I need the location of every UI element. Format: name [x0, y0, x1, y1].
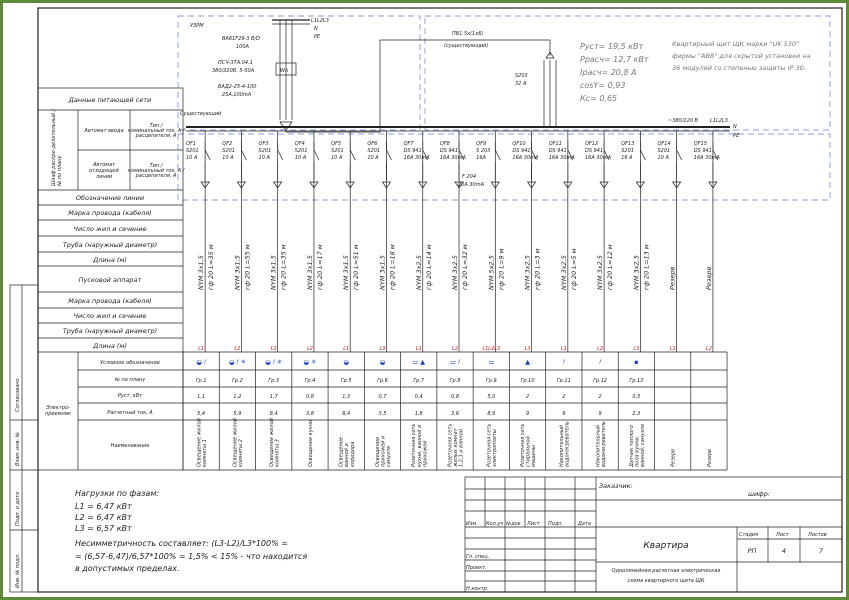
installed-power: 2	[562, 394, 566, 400]
cable-pipe-length: гф 20 L=14 м	[424, 244, 433, 290]
load-symbol-icon: ▲	[525, 358, 531, 366]
breaker-rating: 10 А	[657, 155, 669, 161]
breaker-rating: 16А 30mА	[584, 155, 612, 161]
installed-power: 1,7	[269, 394, 278, 400]
phase-label: L1	[198, 346, 205, 352]
circuit-column	[259, 131, 292, 470]
phase-label: L1	[560, 346, 567, 352]
breaker-rating: 10 А	[367, 155, 379, 161]
phase-label: L2	[452, 346, 459, 352]
cable-pipe-length: гф 20 L=5 м	[569, 248, 578, 290]
load-l1: L1 = 6,47 кВт	[75, 502, 132, 511]
breaker-type: S 203	[476, 148, 491, 154]
cable-pipe-length: гф 20 L=35 м	[207, 244, 216, 290]
load-name: Освещение кухни	[307, 419, 314, 467]
cable-pipe-length: гф 20 L=55 м	[243, 244, 252, 290]
summary-p-inst: Руст= 19,5 кВт	[580, 42, 644, 51]
installed-power: 0,5	[632, 394, 641, 400]
group-number: Гр.6	[377, 378, 388, 384]
load-name: Освещениеванной икоридора	[338, 436, 356, 467]
extra-rcd-type: F 204	[462, 174, 477, 180]
breaker-id: QF7	[403, 141, 414, 147]
asymmetry-calc: = (6,57-6,47)/6,57*100% = 1,5% < 15% - что находится	[75, 552, 308, 561]
load-symbol-icon: ▪	[634, 358, 639, 366]
drawing-title-1: Однолинейная расчетная электрическая	[611, 568, 721, 574]
meter-type: ПСЧ-3ТА.04.1	[218, 60, 253, 66]
load-name: Освещение жилойкомнаты 2	[232, 418, 245, 467]
summary-cos: cosΥ= 0,93	[580, 81, 626, 90]
supply-label: Данные питающей сети	[68, 96, 152, 104]
uzrm-label: УЗРМ	[190, 23, 204, 29]
cable-brand: NYM 3x1,5	[378, 255, 387, 290]
calculated-current: 1,8	[414, 411, 423, 417]
load-name: Розеточная сетьэлектроплиты	[486, 423, 499, 467]
group-number: Гр.9	[485, 378, 497, 384]
cable-brand: NYM 3x1,5	[305, 255, 314, 290]
breaker-symbol	[314, 142, 319, 180]
circuit-column	[512, 131, 545, 470]
cable-pipe-length: гф 20 L=51 м	[352, 244, 361, 290]
inv-label: Инв. № подл.	[15, 553, 21, 588]
breaker-type: S201	[657, 148, 671, 154]
breaker-type: DS 941	[403, 148, 422, 154]
calculated-current: 3,5	[378, 411, 387, 417]
group-number: Гр.8	[449, 378, 461, 384]
left-label-table	[38, 88, 186, 470]
feeder-note: (существующий)	[444, 43, 489, 49]
breaker-symbol	[677, 142, 682, 180]
meter-wh-label: Wh	[280, 68, 289, 74]
breaker-rating: 10 А	[331, 155, 343, 161]
installed-power: 1,2	[233, 394, 242, 400]
breaker-symbol	[241, 142, 246, 180]
group-number: Гр.10	[520, 378, 535, 384]
breaker-id: QF3	[258, 141, 269, 147]
load-l2: L2 = 6,47 кВт	[75, 513, 132, 522]
title-block	[465, 477, 842, 592]
breaker-rating: 16А 30mА	[439, 155, 466, 161]
drawing-frame	[38, 8, 842, 592]
breaker-type: DS 941	[693, 148, 712, 154]
breaker-type: S201	[258, 148, 272, 154]
breaker-id: QF11	[548, 141, 562, 147]
cable-pipe-length: гф 20 L=35 м	[279, 244, 288, 290]
load-symbol-icon: ◒	[379, 358, 386, 366]
calculated-current: 9	[562, 411, 566, 417]
uzrm-breaker-type: ВА61F29-3 В/D	[222, 36, 260, 42]
feeder-cable: ПВ1 5х(1х6)	[452, 31, 484, 37]
drawing-title-2: схема квартирного щита ЩК	[627, 578, 705, 584]
header-date: Дата	[578, 521, 591, 527]
p-inst-label: Руст, кВт	[117, 393, 143, 399]
group-number: Гр.5	[340, 378, 352, 384]
breaker-type: S201	[294, 148, 308, 154]
group-number: Гр.2	[232, 378, 243, 384]
line-designation-label: Обозначение линии	[75, 194, 145, 202]
sheets-value: 7	[818, 547, 824, 555]
circuit-column	[222, 131, 255, 470]
phase-label: L3	[633, 346, 640, 352]
summary-i-calc: Iрасч= 20,8 А	[580, 68, 637, 77]
breaker-type: S201	[222, 148, 235, 154]
plan-no-label: № по плану	[114, 377, 146, 383]
phase-label: L2	[597, 346, 604, 352]
breaker-type: DS 941	[512, 148, 531, 154]
load-symbol-icon: ◒ ǃ	[196, 358, 206, 366]
customer-label: Заказчик:	[599, 482, 633, 490]
stage-value: РП	[747, 547, 757, 555]
breaker-symbol	[205, 142, 210, 180]
installed-power: 0,8	[451, 394, 460, 400]
cable-pipe-length: гф 20 L=13 м	[642, 244, 651, 290]
load-symbol-icon: ǃ	[562, 358, 565, 366]
drawing-sheet	[3, 3, 846, 597]
circuit-column	[367, 131, 400, 470]
group-number: Гр.12	[593, 378, 608, 384]
breaker-id: QF2	[222, 141, 233, 147]
load-name: Розеточная сетьжилых комнат1,2,3 и ванной	[447, 423, 465, 467]
group-number: Гр.13	[629, 378, 644, 384]
length-label: Длина (м)	[93, 256, 127, 264]
breaker-rating: 16 А	[621, 155, 633, 161]
calculated-current: 5,4	[197, 411, 206, 417]
phase-label: L1	[669, 346, 676, 352]
phase-label: L3	[524, 346, 531, 352]
breaker-symbol	[640, 142, 645, 180]
cabinet-label: Шкаф распре-делительный /№ по плану	[51, 109, 63, 186]
uzrm-rcd-rating: 25А,100mА	[222, 92, 252, 98]
panel-enclosure-bottom	[178, 134, 830, 200]
breaker-symbol	[604, 142, 609, 180]
sheet-value: 4	[781, 547, 787, 555]
breaker-symbol	[495, 142, 500, 180]
load-name: Резерв	[706, 449, 713, 467]
cable-pipe-length: гф 20 L=32 м	[461, 244, 470, 290]
cable-brand: NYM 5x2,5	[487, 255, 496, 290]
bus-phases: L1L2L3	[710, 118, 728, 124]
phase-label: L3	[379, 346, 386, 352]
breaker-id: QF8	[439, 141, 450, 147]
phase-label: L3	[270, 346, 277, 352]
load-name: Накопительныйводонагреватель	[595, 421, 607, 467]
phase-label: L1L2L3	[482, 346, 501, 352]
replace-label: Взам. инв. №	[15, 432, 21, 466]
breaker-type: S201	[186, 148, 199, 154]
breaker-rating: 16А 30mА	[693, 155, 720, 161]
installed-power: 2	[525, 394, 530, 400]
circuit-column	[404, 131, 437, 470]
code-label: шифр:	[748, 490, 771, 498]
breaker-symbol	[713, 142, 718, 180]
phase-label: L1	[343, 346, 350, 352]
starter-label: Пусковой аппарат	[78, 276, 142, 284]
breaker-id: QF13	[621, 141, 635, 147]
load-l3: L3 = 6,57 кВт	[75, 524, 132, 533]
breaker-symbol	[568, 142, 573, 180]
sheet-header: Лист	[776, 532, 789, 538]
load-symbol-icon: ◒ ǃ ✳	[228, 358, 246, 366]
breaker-symbol	[278, 142, 283, 180]
sign-date-label: Подп. и дата	[15, 491, 21, 526]
breaker-symbol	[423, 142, 428, 180]
summary-p-calc: Ррасч= 12,7 кВт	[580, 55, 649, 64]
calculated-current: 8,9	[487, 411, 496, 417]
length-label-2: Длина (м)	[93, 342, 127, 350]
cable-pipe-length: гф 20 L=3 м	[533, 248, 542, 290]
cable-brand: NYM 3x2,5	[559, 255, 568, 290]
pipe-label: Труба (наружный диаметр)	[62, 241, 158, 249]
installed-power: 0,4	[414, 394, 423, 400]
breaker-type: DS 941	[548, 148, 567, 154]
breaker-rating: 10 А	[294, 155, 307, 161]
phase-label: L2	[306, 346, 313, 352]
cable-brand: NYM 3x2,5	[596, 255, 605, 290]
cable-brand: NYM 3x1,5	[269, 255, 278, 290]
cores-label: Число жил и сечение	[73, 225, 147, 233]
breaker-id: QF9	[476, 141, 487, 147]
breaker-id: QF6	[367, 141, 378, 147]
circuit-column	[585, 131, 618, 470]
type-rating-label-2: Тип / номинальный ток, А / расцепителя, А	[127, 163, 185, 179]
load-symbol-icon: ◒ ǃ ✳	[265, 358, 283, 366]
cable-brand: NYM 3x2,5	[632, 255, 641, 290]
cable-pipe-length: гф 20 L=12 м	[606, 244, 615, 290]
uzrm-rcd-type: ВАД2-25-4-100	[218, 84, 257, 90]
breaker-id: QF4	[294, 141, 305, 147]
circuit-column	[694, 131, 727, 470]
load-name: Освещениеприхожей исанузла	[374, 435, 393, 467]
uzrm-breaker-rating: 100А	[236, 44, 249, 50]
asymmetry-conclusion: в допустимых пределах.	[75, 564, 180, 573]
main-breaker-rating: 32 А	[515, 81, 527, 87]
cable-pipe-length: гф 20 L=17 м	[315, 244, 324, 290]
load-name: Розеточная сетькухни, ванной иприхожей	[411, 423, 429, 467]
calculated-current: 9	[598, 411, 602, 417]
cable-brand: NYM 3x1,5	[342, 255, 351, 290]
circuit-column	[183, 131, 219, 470]
load-name: Резерв	[670, 449, 677, 467]
receiver-label: Электро-приемник	[44, 405, 72, 417]
role-control: Н.контр.	[466, 586, 489, 592]
breaker-type: S201	[331, 148, 344, 154]
load-symbol-icon: ◒ ✳	[303, 358, 317, 366]
calculated-current: 2,3	[632, 411, 641, 417]
extra-rcd-rating: 20А 30mА	[458, 182, 485, 188]
circuit-column	[621, 131, 654, 470]
breaker-id: QF5	[331, 141, 342, 147]
sheets-header: Листов	[808, 532, 827, 538]
load-symbol-icon: ⚍ ▲	[412, 358, 426, 366]
circuit-column	[295, 131, 328, 470]
cable-brand: Резерв	[704, 266, 713, 290]
calculated-current: 6,4	[342, 411, 351, 417]
panel-note-line-3: 36 модулей со степенью защиты IP 30.	[672, 64, 806, 72]
load-name: Датчик теплогопола кухни,ванной, санузла	[628, 424, 646, 467]
meter-rating: 380/220В, 5-50А	[212, 68, 255, 74]
cable-pipe-length: гф 20 L=18 м	[388, 244, 397, 290]
installed-power: 1,3	[342, 394, 351, 400]
breaker-rating: 10 А	[222, 155, 234, 161]
group-number: Гр.7	[413, 378, 425, 384]
input-breaker-label: Автомат ввода	[84, 128, 124, 134]
group-number: Гр.4	[304, 378, 316, 384]
breaker-rating: 16А	[476, 155, 486, 161]
current-label: Расчетный ток, А	[107, 410, 153, 416]
cable-brand: NYM 3x1,5	[197, 255, 206, 290]
load-name: Освещение жилойкомнаты 1	[196, 418, 208, 467]
group-number: Гр.11	[556, 378, 571, 384]
breaker-rating: 16А 30mА	[403, 155, 430, 161]
asymmetry-formula: Несимметричность составляет: (L3-L2)/L3*100% =	[75, 539, 288, 548]
agreed-label: Согласовано	[15, 378, 21, 412]
header-ndoc: №док	[506, 521, 521, 527]
circuit-column	[658, 131, 691, 470]
name-label: Наименование	[110, 443, 150, 449]
load-symbol-icon: ◒	[343, 358, 350, 366]
bus-pe: PE	[733, 133, 740, 139]
breaker-id: QF15	[693, 141, 707, 147]
bus-n: N	[733, 124, 737, 130]
schematic	[3, 3, 846, 597]
wire-brand-label: Марка провода (кабеля)	[68, 209, 152, 217]
role-chief: Гл. спец.	[466, 554, 490, 560]
installed-power: 0,7	[378, 394, 387, 400]
breaker-rating: 10 А	[186, 155, 198, 161]
type-rating-label: Тип / номинальный ток, А / расцепителя, А	[127, 123, 185, 139]
cable-brand: NYM 3x2,5	[523, 255, 532, 290]
breaker-symbol	[350, 142, 355, 180]
installed-power: 0,8	[305, 394, 314, 400]
cable-brand: NYM 3x2,5	[414, 255, 423, 290]
header-koluch: Кол.уч	[486, 521, 504, 527]
uzrm-phases: L1L2L3	[311, 18, 329, 24]
stage-header: Стадия	[739, 532, 759, 538]
breaker-rating: 16А 30mА	[512, 155, 539, 161]
circuit-column	[331, 131, 364, 470]
installed-power: 5,0	[487, 394, 496, 400]
cable-brand: NYM 3x1,5	[233, 255, 242, 290]
bus-voltage: ~380/220 В	[668, 118, 698, 124]
summary-kc: Кс= 0,65	[580, 94, 618, 103]
existing-label: Существующий	[180, 111, 222, 117]
loads-title: Нагрузки по фазам:	[75, 489, 160, 498]
breaker-rating: 10 А	[258, 155, 270, 161]
calculated-current: 3,6	[451, 411, 460, 417]
load-name: Освещение жилойкомнаты 3	[268, 418, 281, 467]
wire-brand-label-2: Марка провода (кабеля)	[68, 297, 152, 305]
calculated-current: 9	[525, 411, 530, 417]
calculated-current: 8,4	[269, 411, 278, 417]
load-name: Накопительныйводонагреватель	[559, 421, 571, 467]
calculated-current: 5,9	[233, 411, 242, 417]
main-breaker-type: S203	[515, 73, 528, 79]
load-name: Розеточная сетьстиральноймашины	[519, 423, 538, 467]
breaker-id: QF14	[657, 141, 671, 147]
outgoing-breaker-label: Автомат отходящей линии	[89, 162, 119, 180]
breaker-id: QF10	[512, 141, 526, 147]
breaker-type: S201	[621, 148, 634, 154]
breaker-type: DS 941	[439, 148, 459, 154]
header-list: Лист	[527, 521, 540, 527]
load-symbol-icon: ǃ	[599, 358, 602, 366]
breaker-type: DS 941	[584, 148, 604, 154]
uzrm-n: N	[314, 26, 318, 32]
panel-note-line-1: Квартирный щит ЩК марки "UK 530"	[672, 40, 800, 48]
load-calculation	[75, 489, 307, 573]
breaker-symbol	[386, 142, 391, 180]
role-designer: Проект.	[466, 565, 487, 571]
cable-brand: Резерв	[668, 266, 677, 290]
breaker-type: S201	[367, 148, 381, 154]
installed-power: 1,1	[197, 394, 206, 400]
cores-label-2: Число жил и сечение	[73, 312, 147, 320]
breaker-id: QF1	[186, 141, 196, 147]
header-podp: Подп.	[548, 521, 564, 527]
calculated-current: 3,8	[305, 411, 314, 417]
cable-pipe-length: гф 20 L=9 м	[497, 248, 506, 290]
uzrm-pe: PE	[314, 34, 321, 40]
header-izm: Изм.	[466, 521, 478, 527]
circuit-column	[549, 131, 582, 470]
phase-label: L2	[234, 346, 241, 352]
phase-label: L2	[705, 346, 712, 352]
breaker-symbol	[532, 142, 537, 180]
pipe-label-2: Труба (наружный диаметр)	[62, 327, 158, 335]
load-symbol-icon: ⚍ ǃ	[450, 358, 460, 366]
symbol-label: Условное обозначение	[100, 360, 160, 366]
group-number: Гр.3	[268, 378, 280, 384]
breaker-id: QF12	[584, 141, 599, 147]
object-name: Квартира	[643, 541, 689, 551]
phase-label: L1	[415, 346, 422, 352]
load-symbol-icon: ⚍	[488, 358, 495, 366]
cable-brand: NYM 3x2,5	[451, 255, 460, 290]
side-stamp	[10, 285, 38, 592]
panel-note-line-2: фирмы "ABB" для скрытой установки на	[672, 52, 811, 60]
installed-power: 2	[598, 394, 602, 400]
breaker-rating: 16А 30mА	[548, 155, 575, 161]
group-number: Гр.1	[195, 378, 207, 384]
